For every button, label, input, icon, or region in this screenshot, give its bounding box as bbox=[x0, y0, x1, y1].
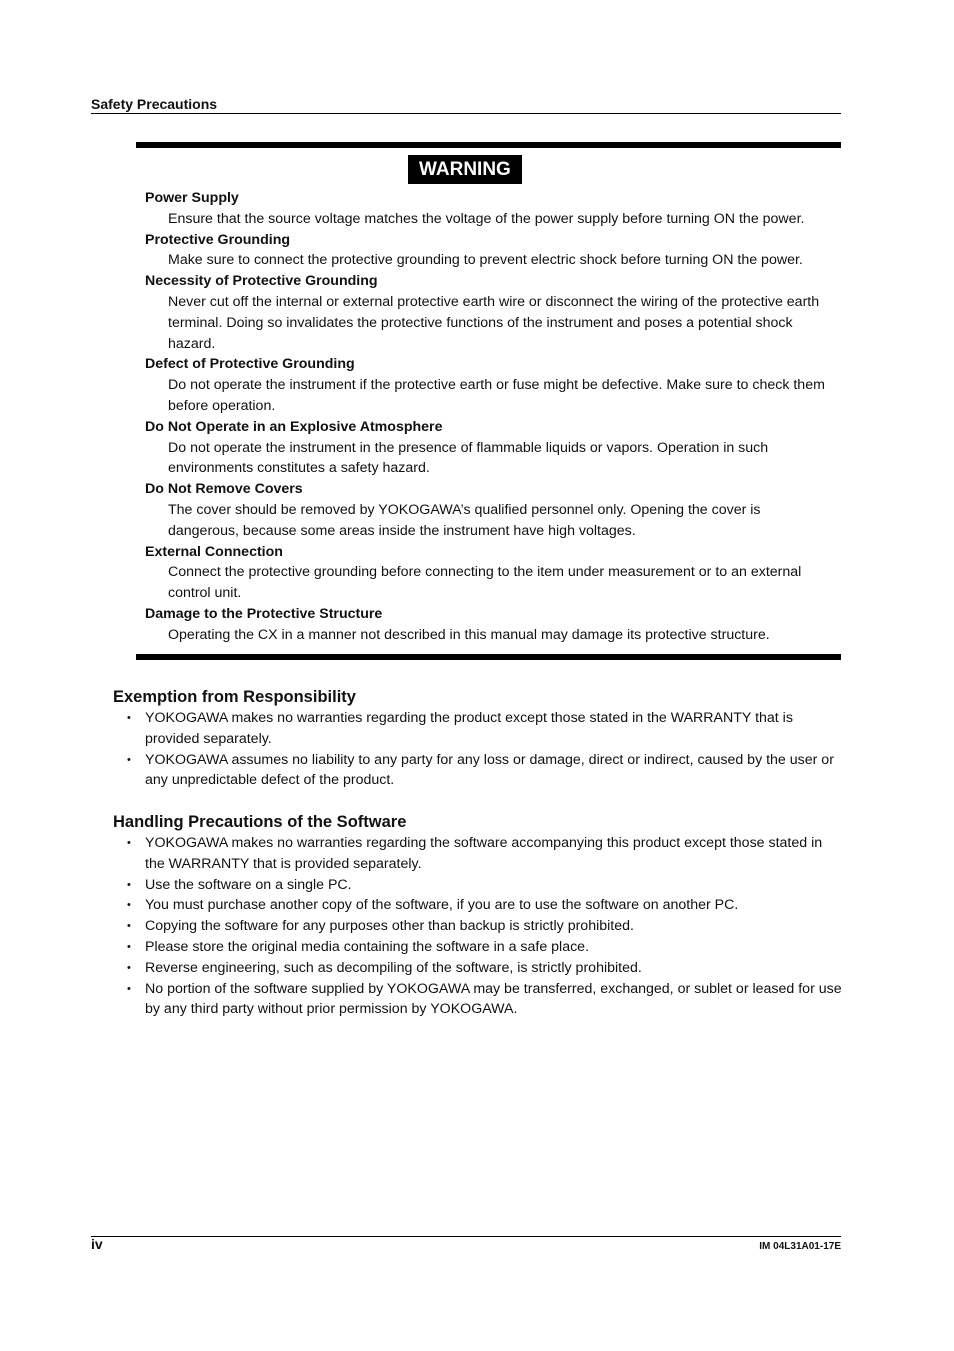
warning-badge bbox=[408, 155, 522, 184]
exemption-section bbox=[113, 686, 843, 791]
list-item-text: Copying the software for any purposes other than backup is strictly prohibited. bbox=[145, 918, 634, 935]
exemption-list bbox=[113, 708, 843, 791]
warning-item-body: Ensure that the source voltage matches the voltage of the power supply before turning ON the power. bbox=[168, 210, 805, 227]
warning-item-body: Operating the CX in a manner not described in this manual may damage its protective structure. bbox=[168, 626, 770, 643]
list-item bbox=[113, 916, 843, 937]
list-item bbox=[113, 750, 843, 792]
list-item-text: YOKOGAWA assumes no liability to any party for any loss or damage, direct or indirect, caused by the user or any unpredictable defect of the product. bbox=[145, 751, 834, 789]
bullet-icon: • bbox=[127, 920, 131, 933]
list-item bbox=[113, 937, 843, 958]
header-rule bbox=[91, 113, 841, 114]
list-item-text: YOKOGAWA makes no warranties regarding the software accompanying this product except those stated in the WARRANTY that is provided separately. bbox=[145, 835, 823, 872]
bullet-icon: • bbox=[127, 837, 131, 849]
list-item bbox=[113, 833, 843, 875]
list-item bbox=[113, 708, 843, 750]
warning-item-title: Necessity of Protective Grounding bbox=[145, 273, 378, 290]
list-item-text: Reverse engineering, such as decompiling of the software, is strictly prohibited. bbox=[145, 959, 642, 976]
warning-label: WARNING bbox=[419, 159, 511, 180]
software-section bbox=[113, 811, 843, 1020]
warning-top-bar bbox=[136, 142, 841, 148]
bullet-icon: • bbox=[127, 961, 131, 974]
warning-item bbox=[145, 271, 835, 354]
list-item bbox=[113, 875, 843, 896]
warning-item-body: Do not operate the instrument if the protective earth or fuse might be defective. Make sure to check them before operation. bbox=[168, 377, 825, 414]
list-item-text: Use the software on a single PC. bbox=[145, 876, 352, 893]
warning-item-body: Never cut off the internal or external protective earth wire or disconnect the wiring of the protective earth terminal. Doing so invalidates the protective functions of the instrument and poses a potential shock hazard. bbox=[168, 293, 820, 352]
bullet-icon: • bbox=[127, 982, 131, 995]
warning-item bbox=[145, 230, 835, 272]
page-number: iv bbox=[91, 1236, 103, 1252]
bullet-icon: • bbox=[127, 940, 131, 953]
warning-item bbox=[145, 542, 835, 604]
warning-item-body: Make sure to connect the protective grounding to prevent electric shock before turning ON the power. bbox=[168, 252, 803, 269]
warning-item bbox=[145, 354, 835, 416]
warning-item bbox=[145, 417, 835, 479]
document-id: IM 04L31A01-17E bbox=[759, 1241, 841, 1252]
warning-item-title: Do Not Remove Covers bbox=[145, 481, 303, 498]
list-item bbox=[113, 895, 843, 916]
bullet-icon: • bbox=[127, 712, 131, 724]
warning-item bbox=[145, 479, 835, 541]
warning-item-title: External Connection bbox=[145, 543, 283, 560]
footer-rule bbox=[91, 1236, 841, 1237]
list-item bbox=[113, 979, 843, 1021]
list-item bbox=[113, 958, 843, 979]
warning-bottom-bar bbox=[136, 654, 841, 660]
warning-item-title: Do Not Operate in an Explosive Atmosphere bbox=[145, 418, 443, 435]
list-item-text: Please store the original media containing the software in a safe place. bbox=[145, 938, 590, 955]
software-title: Handling Precautions of the Software bbox=[113, 813, 407, 831]
warning-item-body: The cover should be removed by YOKOGAWA’s qualified personnel only. Opening the cover is dangerous, because some areas inside the instrument have high voltages. bbox=[168, 501, 761, 539]
warning-list bbox=[145, 188, 835, 646]
warning-item bbox=[145, 188, 835, 230]
warning-item bbox=[145, 604, 835, 646]
list-item-text: You must purchase another copy of the software, if you are to use the software on another PC. bbox=[145, 897, 739, 914]
warning-item-title: Defect of Protective Grounding bbox=[145, 356, 355, 373]
bullet-icon: • bbox=[127, 899, 131, 912]
list-item-text: YOKOGAWA makes no warranties regarding the product except those stated in the WARRANTY that is provided separately. bbox=[145, 710, 793, 747]
software-list bbox=[113, 833, 843, 1020]
bullet-icon: • bbox=[127, 878, 131, 891]
warning-item-body: Do not operate the instrument in the presence of flammable liquids or vapors. Operation in such environments constitutes a safety hazard. bbox=[168, 439, 769, 477]
warning-item-title: Power Supply bbox=[145, 190, 239, 206]
warning-item-title: Damage to the Protective Structure bbox=[145, 605, 383, 622]
warning-item-body: Connect the protective grounding before connecting to the item under measurement or to an external control unit. bbox=[168, 564, 802, 602]
page-header-title: Safety Precautions bbox=[91, 96, 218, 112]
warning-item-title: Protective Grounding bbox=[145, 231, 291, 248]
list-item-text: No portion of the software supplied by YOKOGAWA may be transferred, exchanged, or sublet or leased for use by any third party without prior permission by YOKOGAWA. bbox=[145, 980, 842, 1018]
bullet-icon: • bbox=[127, 753, 131, 766]
exemption-title: Exemption from Responsibility bbox=[113, 688, 356, 706]
